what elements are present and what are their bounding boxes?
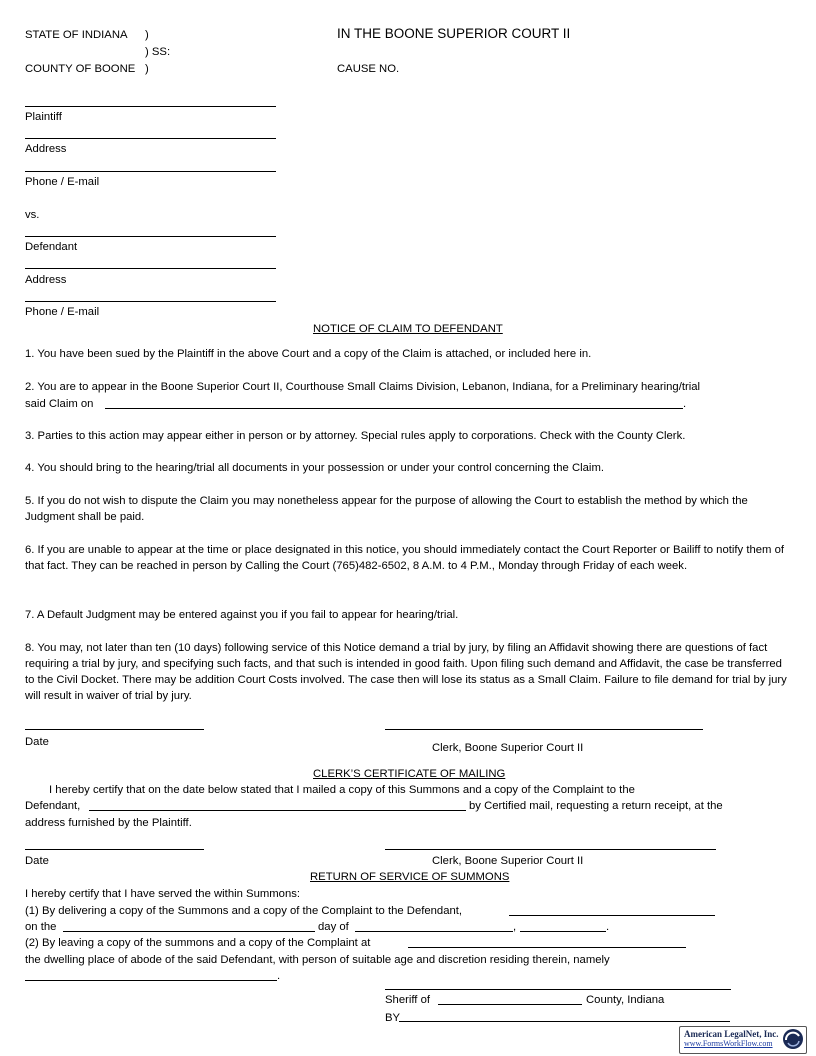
defendant-address-label: Address xyxy=(25,274,67,286)
sheriff-signature-line[interactable] xyxy=(385,989,731,990)
mailing-clerk-signature-line[interactable] xyxy=(385,849,716,850)
mailing-date-label: Date xyxy=(25,855,49,867)
notice-clerk-label: Clerk, Boone Superior Court II xyxy=(432,742,584,754)
return-intro: I hereby certify that I have served the within Summons: xyxy=(25,888,301,900)
mailing-certified-text: by Certified mail, requesting a return receipt, at the xyxy=(469,800,723,812)
return-on-the-label: on the xyxy=(25,921,57,933)
state-of-indiana: STATE OF INDIANA xyxy=(25,29,128,41)
notice-item-7: 7. A Default Judgment may be entered against you if you fail to appear for hearing/trial. xyxy=(25,609,459,621)
return-defendant-line[interactable] xyxy=(509,915,715,916)
hearing-date-period: . xyxy=(683,398,687,410)
caption-paren-1: ) xyxy=(145,29,149,41)
return-item-1: (1) By delivering a copy of the Summons and a copy of the Complaint to the Defendant, xyxy=(25,905,463,917)
plaintiff-address-line[interactable] xyxy=(25,138,276,139)
plaintiff-label: Plaintiff xyxy=(25,111,62,123)
return-of-service-title: RETURN OF SERVICE OF SUMMONS xyxy=(310,871,510,883)
notice-date-label: Date xyxy=(25,736,49,748)
return-address-line[interactable] xyxy=(408,947,686,948)
notice-item-2-claim-on: said Claim on xyxy=(25,398,94,410)
logo-company-name: American LegalNet, Inc. xyxy=(684,1029,779,1039)
return-item-2: (2) By leaving a copy of the summons and a copy of the Complaint at xyxy=(25,937,371,949)
by-label: BY xyxy=(385,1012,401,1024)
county-of-boone: COUNTY OF BOONE xyxy=(25,63,136,75)
notice-clerk-signature-line[interactable] xyxy=(385,729,703,730)
court-title: IN THE BOONE SUPERIOR COURT II xyxy=(337,26,571,41)
logo-url: www.FormsWorkFlow.com xyxy=(684,1039,773,1048)
versus-label: vs. xyxy=(25,209,40,221)
notice-item-2: 2. You are to appear in the Boone Superior Court II, Courthouse Small Claims Division, Lebanon, Indiana, for a Preliminary hearing/trial xyxy=(25,381,701,393)
defendant-label: Defendant xyxy=(25,241,78,253)
notice-date-line[interactable] xyxy=(25,729,204,730)
return-person-name-line[interactable] xyxy=(25,980,277,981)
by-signature-line[interactable] xyxy=(399,1021,730,1022)
return-date-period: . xyxy=(606,921,610,933)
plaintiff-address-label: Address xyxy=(25,143,67,155)
defendant-line[interactable] xyxy=(25,236,276,237)
sheriff-of-label: Sheriff of xyxy=(385,994,431,1006)
notice-item-3: 3. Parties to this action may appear either in person or by attorney. Special rules apply to corporations. Check with the County Clerk. xyxy=(25,430,686,442)
return-day-line[interactable] xyxy=(63,931,315,932)
mailing-clerk-label: Clerk, Boone Superior Court II xyxy=(432,855,584,867)
county-indiana-label: County, Indiana xyxy=(586,994,665,1006)
return-month-line[interactable] xyxy=(355,931,513,932)
mailing-date-line[interactable] xyxy=(25,849,204,850)
return-year-line[interactable] xyxy=(520,931,606,932)
mailing-line-1: I hereby certify that on the date below stated that I mailed a copy of this Summons and a copy of the Complaint to the xyxy=(49,784,635,796)
notice-item-8: 8. You may, not later than ten (10 days) following service of this Notice demand a trial by jury, by filing an Affidavit showing there are questions of fact requiring a trial by jury, and specifying such facts, and that such is intended in good faith. Upon filing such demand and Affidavit, the case be transferred to the Civil Docket. There may be addition Court Costs involved. The case then will lose its status as a Small Claim. Failure to file demand for trial by jury will result in waiver of trial by jury. xyxy=(25,642,787,702)
mailing-certificate-title: CLERK’S CERTIFICATE OF MAILING xyxy=(313,768,506,780)
return-day-of-label: day of xyxy=(318,921,349,933)
mailing-defendant-label: Defendant, xyxy=(25,800,81,812)
plaintiff-phone-line[interactable] xyxy=(25,171,276,172)
hearing-date-line[interactable] xyxy=(105,408,683,409)
caption-ss: ) SS: xyxy=(145,46,171,58)
plaintiff-phone-label: Phone / E-mail xyxy=(25,176,100,188)
globe-icon xyxy=(782,1028,804,1050)
return-dwelling-text: the dwelling place of abode of the said Defendant, with person of suitable age and discretion residing therein, namely xyxy=(25,954,610,966)
plaintiff-line[interactable] xyxy=(25,106,276,107)
defendant-phone-line[interactable] xyxy=(25,301,276,302)
notice-item-4: 4. You should bring to the hearing/trial all documents in your possession or under your control concerning the Claim. xyxy=(25,462,604,474)
notice-item-5: 5. If you do not wish to dispute the Claim you may nonetheless appear for the purpose of allowing the Court to establish the method by which the Judgment shall be paid. xyxy=(25,495,748,523)
american-legalnet-logo[interactable] xyxy=(679,1026,807,1054)
cause-number-label: CAUSE NO. xyxy=(337,63,400,75)
return-date-comma: , xyxy=(513,921,517,933)
notice-item-1: 1. You have been sued by the Plaintiff in the above Court and a copy of the Claim is attached, or included here in. xyxy=(25,348,592,360)
mailing-line-3: address furnished by the Plaintiff. xyxy=(25,817,192,829)
defendant-address-line[interactable] xyxy=(25,268,276,269)
caption-paren-2: ) xyxy=(145,63,149,75)
defendant-phone-label: Phone / E-mail xyxy=(25,306,100,318)
return-name-period: . xyxy=(277,970,281,982)
sheriff-county-line[interactable] xyxy=(438,1004,582,1005)
mailing-defendant-line[interactable] xyxy=(89,810,466,811)
notice-title: NOTICE OF CLAIM TO DEFENDANT xyxy=(313,323,503,335)
notice-item-6: 6. If you are unable to appear at the time or place designated in this notice, you should immediately contact the Court Reporter or Bailiff to notify them of that fact. They can be reached in person by Calling the Court (765)482-6502, 8 A.M. to 4 P.M., Monday through Friday of each week. xyxy=(25,544,784,572)
